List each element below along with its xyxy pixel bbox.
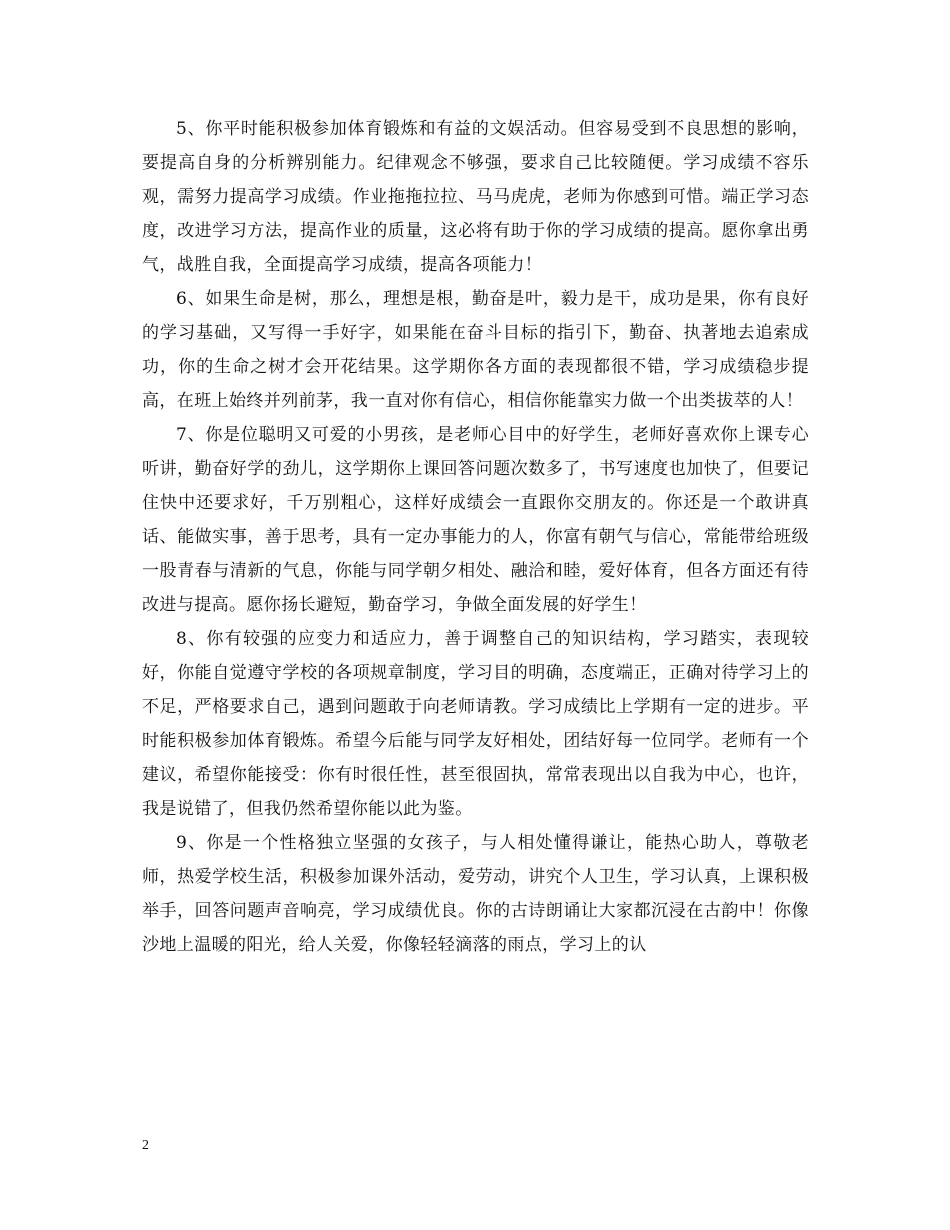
page-number: 2 [142,1138,149,1153]
paragraph-8: 8、你有较强的应变力和适应力，善于调整自己的知识结构，学习踏实，表现较好，你能自觉遵守学校的各项规章制度，学习目的明确，态度端正，正确对待学习上的不足，严格要求自己，遇到问题敢于向老师请教。学习成绩比上学期有一定的进步。平时能积极参加体育锻炼。希望今后能与同学友好相处，团结好每一位同学。老师有一个建议，希望你能接受：你有时很任性，甚至很固执，常常表现出以自我为中心，也许，我是说错了，但我仍然希望你能以此为鉴。 [142,629,809,819]
document-body [142,112,809,962]
paragraph-9: 9、你是一个性格独立坚强的女孩子，与人相处懂得谦让，能热心助人，尊敬老师，热爱学校生活，积极参加课外活动，爱劳动，讲究个人卫生，学习认真，上课积极举手，回答问题声音响亮，学习成绩优良。你的古诗朗诵让大家都沉浸在古韵中！你像沙地上温暖的阳光，给人关爱，你像轻轻滴落的雨点，学习上的认 [142,833,809,955]
paragraph-5: 5、你平时能积极参加体育锻炼和有益的文娱活动。但容易受到不良思想的影响，要提高自身的分析辨别能力。纪律观念不够强，要求自己比较随便。学习成绩不容乐观，需努力提高学习成绩。作业拖拖拉拉、马马虎虎，老师为你感到可惜。端正学习态度，改进学习方法，提高作业的质量，这必将有助于你的学习成绩的提高。愿你拿出勇气，战胜自我，全面提高学习成绩，提高各项能力！ [142,119,809,275]
paragraph-6: 6、如果生命是树，那么，理想是根，勤奋是叶，毅力是干，成功是果，你有良好的学习基础，又写得一手好字，如果能在奋斗目标的指引下，勤奋、执著地去追索成功，你的生命之树才会开花结果。这学期你各方面的表现都很不错，学习成绩稳步提高，在班上始终并列前茅，我一直对你有信心，相信你能靠实力做一个出类拔萃的人！ [142,289,809,411]
paragraph-7: 7、你是位聪明又可爱的小男孩，是老师心目中的好学生，老师好喜欢你上课专心听讲，勤奋好学的劲儿，这学期你上课回答问题次数多了，书写速度也加快了，但要记住快中还要求好，千万别粗心，这样好成绩会一直跟你交朋友的。你还是一个敢讲真话、能做实事，善于思考，具有一定办事能力的人，你富有朝气与信心，常能带给班级一股青春与清新的气息，你能与同学朝夕相处、融洽和睦，爱好体育，但各方面还有待改进与提高。愿你扬长避短，勤奋学习，争做全面发展的好学生！ [142,425,809,615]
